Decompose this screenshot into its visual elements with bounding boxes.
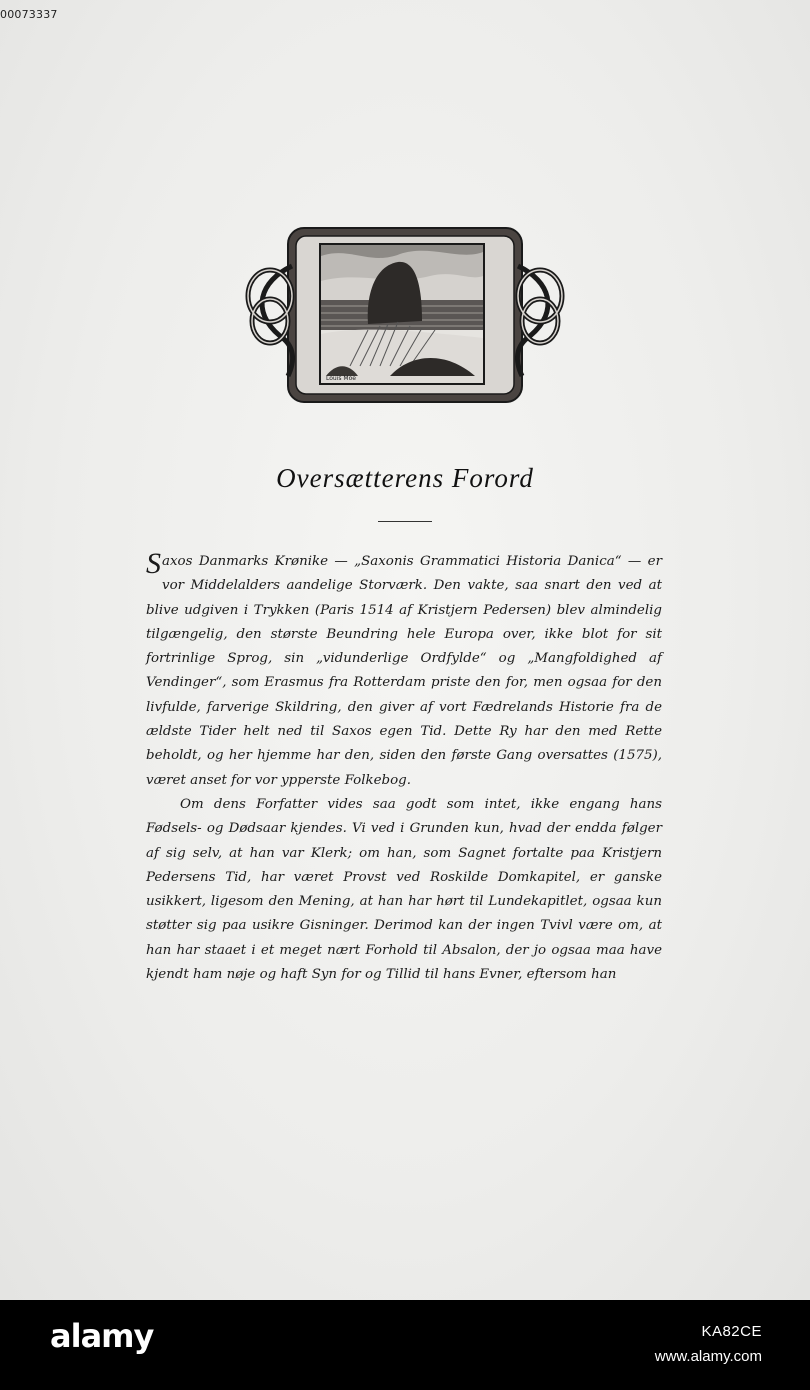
right-knot-ornament xyxy=(517,266,562,376)
brand-logo: alamy xyxy=(50,1317,154,1355)
paragraph-2: Om dens Forfatter vides saa godt som intet, ikke engang hans Fødsels- og Dødsaar kjendes. Vi ved i Grunden kun, hvad der endda følger af sig selv, at han var Klerk; om han, som Sagnet fortalte paa Kristjern Pedersens Tid, har været Provst ved Roskilde Domkapitel, er ganske usikkert, ligesom den Mening, at han har hørt til Lundekapitlet, ogsaa kun støtter sig paa usikre Gisninger. Derimod kan der ingen Tvivl være om, at han har staaet i et meget nært Forhold til Absalon, der jo ogsaa maa have kjendt ham nøje og haft Syn for og Tillid til hans Evner, eftersom han xyxy=(146,796,662,983)
vignette-illustration xyxy=(240,226,570,406)
paragraph-1 xyxy=(146,547,662,793)
image-id: KA82CE xyxy=(701,1323,762,1340)
page-title: Oversætterens Forord xyxy=(276,463,534,493)
scan-id: 00073337 xyxy=(0,8,58,21)
paragraph-1-text: axos Danmarks Krønike — „Saxonis Grammatici Historia Danica“ — er vor Middelalders aandelige Storværk. Den vakte, saa snart den ved at blive udgiven i Trykken (Paris 1514 af Kristjern Pedersen) blev almindelig tilgængelig, den største Beundring hele Europa over, ikke blot for sit fortrinlige Sprog, sin „vidunderlige Ordfylde“ og „Mangfoldighed af Vendinger“, som Erasmus fra Rotterdam priste den for, men ogsaa for den livfulde, farverige Skildring, den giver af vort Fædrelands Historie fra de ældste Tider helt ned til Saxos egen Tid. Dette Ry har den med Rette beholdt, og her hjemme har den, siden den første Gang oversattes (1575), været anset for vor ypperste Folkebog. xyxy=(146,554,662,788)
title-divider xyxy=(378,521,432,522)
body-text xyxy=(146,547,662,987)
left-knot-ornament xyxy=(248,266,293,376)
stock-url: www.alamy.com xyxy=(654,1348,762,1365)
initial-letter: S xyxy=(146,547,161,580)
vignette-signature: Louis Moe xyxy=(326,375,356,382)
